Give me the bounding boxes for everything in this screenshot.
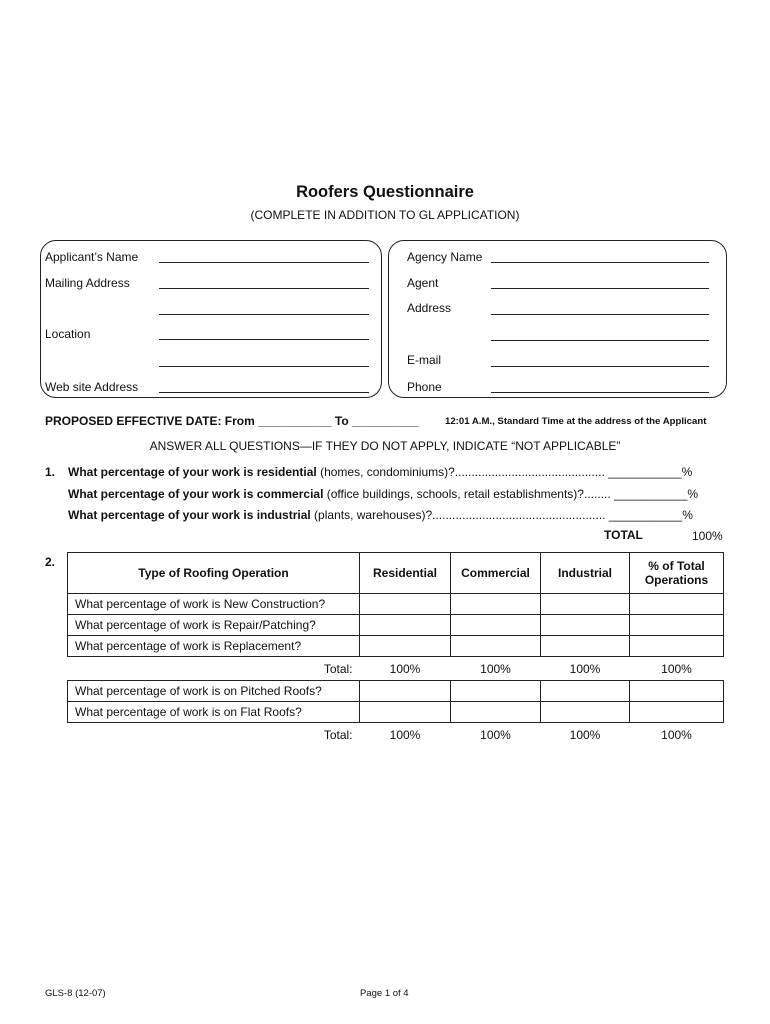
table-row [68, 594, 724, 615]
header-type: Type of Roofing Operation [68, 553, 360, 594]
cell-input[interactable] [360, 702, 451, 723]
mailing-address-label: Mailing Address [45, 276, 130, 290]
cell-input[interactable] [360, 594, 451, 615]
phone-label: Phone [407, 380, 442, 394]
header-total-ops: % of Total Operations [630, 553, 724, 594]
total-industrial-2: 100% [569, 727, 601, 742]
total-industrial-1: 100% [569, 661, 601, 676]
cell-input[interactable] [630, 636, 724, 657]
website-label: Web site Address [45, 380, 139, 394]
total-commercial-2: 100% [480, 727, 511, 742]
email-label: E-mail [407, 353, 442, 367]
row-label-new-construction: What percentage of work is New Construction? [68, 594, 360, 615]
mailing-address-field-2[interactable] [159, 314, 369, 315]
total-label-2: Total: [323, 727, 353, 742]
total-residential-1: 100% [389, 661, 421, 676]
question-1-number: 1. [45, 465, 56, 479]
q1-commercial-rest: (office buildings, schools, retail establishments)?........ ___________% [323, 487, 699, 501]
q1-industrial[interactable] [68, 508, 693, 522]
row-label-pitched: What percentage of work is on Pitched Roofs? [68, 681, 360, 702]
table-row [68, 702, 724, 723]
header-industrial: Industrial [541, 553, 630, 594]
total-residential-2: 100% [389, 727, 421, 742]
cell-input[interactable] [541, 615, 630, 636]
location-field[interactable] [159, 339, 369, 340]
table-row [68, 681, 724, 702]
row-label-flat: What percentage of work is on Flat Roofs? [68, 702, 360, 723]
q1-commercial-question: What percentage of your work is commercial [68, 487, 324, 501]
effective-date-label: PROPOSED EFFECTIVE DATE: From ___________ To __________ [45, 414, 419, 428]
cell-input[interactable] [630, 681, 724, 702]
page-title: Roofers Questionnaire [296, 183, 474, 201]
table-row [68, 615, 724, 636]
agent-label: Agent [407, 276, 439, 290]
cell-input[interactable] [451, 681, 541, 702]
cell-input[interactable] [630, 594, 724, 615]
effective-date-note: 12:01 A.M., Standard Time at the address of the Applicant [445, 416, 707, 427]
total-ops-1: 100% [661, 661, 692, 676]
q1-total-value: 100% [692, 529, 723, 543]
cell-input[interactable] [451, 636, 541, 657]
q1-industrial-rest: (plants, warehouses)?.................................................... ___________% [310, 508, 693, 522]
mailing-address-field[interactable] [159, 288, 369, 289]
page-subtitle: (COMPLETE IN ADDITION TO GL APPLICATION) [250, 208, 520, 222]
cell-input[interactable] [541, 681, 630, 702]
email-field[interactable] [491, 366, 709, 367]
location-label: Location [45, 327, 91, 341]
location-field-2[interactable] [159, 366, 369, 367]
cell-input[interactable] [541, 636, 630, 657]
total-ops-2: 100% [661, 727, 692, 742]
cell-input[interactable] [541, 594, 630, 615]
agency-address-field[interactable] [491, 314, 709, 315]
row-label-replacement: What percentage of work is Replacement? [68, 636, 360, 657]
cell-input[interactable] [360, 681, 451, 702]
header-residential: Residential [360, 553, 451, 594]
cell-input[interactable] [630, 702, 724, 723]
cell-input[interactable] [360, 636, 451, 657]
q1-residential-rest: (homes, condominiums)?............................................. ___________% [316, 465, 693, 479]
agency-name-label: Agency Name [407, 250, 483, 264]
total-commercial-1: 100% [480, 661, 511, 676]
q1-residential-question: What percentage of your work is residential [68, 465, 317, 479]
agency-name-field[interactable] [491, 262, 709, 263]
page-number: Page 1 of 4 [360, 988, 409, 999]
row-label-repair: What percentage of work is Repair/Patching? [68, 615, 360, 636]
agency-address-label: Address [407, 301, 452, 315]
agency-address-field-2[interactable] [491, 340, 709, 341]
cell-input[interactable] [630, 615, 724, 636]
total-label-1: Total: [323, 661, 353, 676]
total-row-1 [68, 657, 724, 681]
applicant-name-label: Applicant’s Name [45, 250, 139, 264]
header-commercial: Commercial [451, 553, 541, 594]
total-row-2 [68, 723, 724, 747]
q1-residential[interactable] [68, 465, 692, 479]
cell-input[interactable] [541, 702, 630, 723]
cell-input[interactable] [451, 615, 541, 636]
q1-total-label: TOTAL [604, 528, 643, 542]
table-row [68, 636, 724, 657]
website-field[interactable] [159, 392, 369, 393]
form-id: GLS-8 (12-07) [45, 988, 106, 999]
phone-field[interactable] [491, 392, 709, 393]
table-header-row [68, 553, 724, 594]
instruction-text: ANSWER ALL QUESTIONS—IF THEY DO NOT APPLY, INDICATE “NOT APPLICABLE” [149, 439, 621, 453]
cell-input[interactable] [451, 594, 541, 615]
agent-field[interactable] [491, 288, 709, 289]
roofing-operations-table [67, 552, 724, 747]
cell-input[interactable] [360, 615, 451, 636]
question-2-number: 2. [45, 555, 56, 569]
q1-commercial[interactable] [68, 487, 698, 501]
cell-input[interactable] [451, 702, 541, 723]
q1-industrial-question: What percentage of your work is industrial [68, 508, 311, 522]
applicant-name-field[interactable] [159, 262, 369, 263]
